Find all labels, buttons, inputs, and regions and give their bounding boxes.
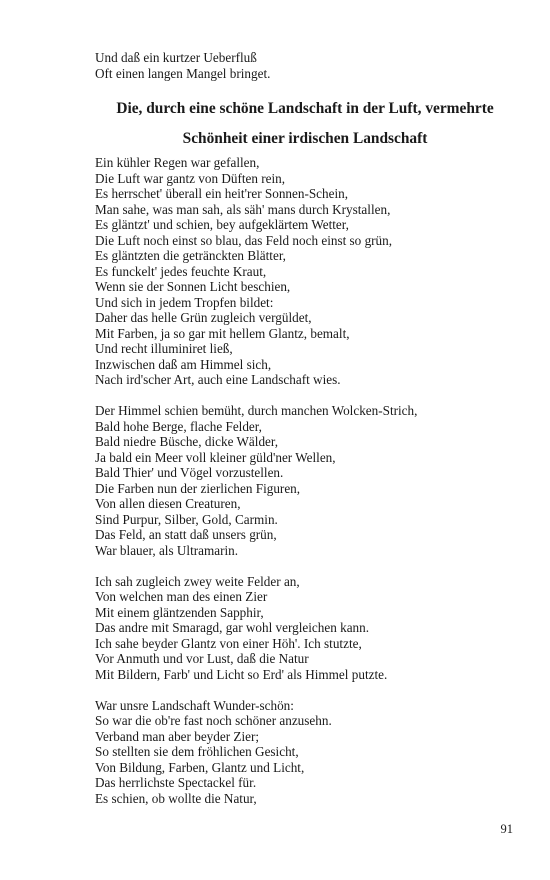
poem-body — [95, 155, 515, 806]
verse-line: Es gläntzten die getränckten Blätter, — [95, 248, 286, 263]
verse-line: Mit einem gläntzenden Sapphir, — [95, 604, 264, 620]
verse-line: Es funckelt' jedes feuchte Kraut, — [95, 263, 267, 279]
page-number: 91 — [500, 822, 513, 836]
verse-line: Ich sah zugleich zwey weite Felder an, — [95, 573, 300, 589]
verse-line: Das andre mit Smaragd, gar wohl vergleichen kann. — [95, 620, 370, 635]
verse-line: Die Luft war gantz von Düften rein, — [95, 170, 286, 186]
verse-line: Das herrlichste Spectackel für. — [95, 775, 257, 790]
verse-line: Das Feld, an statt daß unsers grün, — [95, 527, 277, 542]
verse-line: Inzwischen daß am Himmel sich, — [95, 356, 272, 372]
verse-line: Oft einen langen Mangel bringet. — [95, 65, 271, 81]
verse-line: So war die ob're fast noch schöner anzusehn. — [95, 713, 332, 728]
verse-line: War blauer, als Ultramarin. — [95, 542, 239, 558]
stanza-2 — [95, 403, 515, 558]
verse-line: Verband man aber beyder Zier; — [95, 728, 260, 744]
verse-line: Mit Bildern, Farb' und Licht so Erd' als Himmel putzte. — [95, 666, 388, 682]
verse-line: Ein kühler Regen war gefallen, — [95, 155, 260, 170]
stanza-1 — [95, 155, 515, 388]
verse-line: Nach ird'scher Art, auch eine Landschaft wies. — [95, 372, 341, 387]
verse-line: So stellten sie dem fröhlichen Gesicht, — [95, 744, 299, 759]
verse-line: Vor Anmuth und vor Lust, daß die Natur — [95, 651, 309, 666]
verse-line: Die Luft noch einst so blau, das Feld noch einst so grün, — [95, 232, 393, 248]
verse-line: Von Bildung, Farben, Glantz und Licht, — [95, 759, 305, 775]
verse-line: Von allen diesen Creaturen, — [95, 496, 241, 511]
verse-line: Es gläntzt' und schien, bey aufgeklärtem Wetter, — [95, 217, 349, 232]
intro-stanza — [95, 50, 515, 81]
stanza-4 — [95, 698, 515, 807]
verse-line: Sind Purpur, Silber, Gold, Carmin. — [95, 511, 278, 527]
verse-line: Es herrschet' überall ein heit'rer Sonnen-Schein, — [95, 186, 349, 201]
verse-line: Von welchen man des einen Zier — [95, 589, 268, 604]
poem-title-line-2: Schönheit einer irdischen Landschaft — [182, 130, 428, 147]
verse-line: Mit Farben, ja so gar mit hellem Glantz, bemalt, — [95, 325, 350, 341]
verse-line: Ich sahe beyder Glantz von einer Höh'. Ich stutzte, — [95, 635, 362, 651]
stanza-3 — [95, 574, 515, 683]
verse-line: Es schien, ob wollte die Natur, — [95, 790, 257, 806]
verse-line: Daher das helle Grün zugleich vergüldet, — [95, 310, 312, 325]
verse-line: Bald hohe Berge, flache Felder, — [95, 418, 262, 434]
verse-line: Bald Thier' und Vögel vorzustellen. — [95, 465, 284, 480]
verse-line: Die Farben nun der zierlichen Figuren, — [95, 480, 301, 496]
verse-line: Ja bald ein Meer voll kleiner güld'ner Wellen, — [95, 449, 336, 465]
verse-line: Man sahe, was man sah, als säh' mans durch Krystallen, — [95, 201, 391, 217]
verse-line: War unsre Landschaft Wunder-schön: — [95, 697, 294, 713]
verse-line: Bald niedre Büsche, dicke Wälder, — [95, 434, 279, 449]
verse-line: Wenn sie der Sonnen Licht beschien, — [95, 279, 291, 294]
verse-line: Und recht illuminiret ließ, — [95, 341, 233, 356]
text-column — [95, 50, 515, 822]
verse-line: Der Himmel schien bemüht, durch manchen Wolcken-Strich, — [95, 403, 418, 418]
verse-line: Und daß ein kurtzer Ueberfluß — [95, 50, 257, 65]
poem-title-line-1: Die, durch eine schöne Landschaft in der Luft, vermehrte — [116, 100, 494, 117]
verse-line: Und sich in jedem Tropfen bildet: — [95, 294, 274, 310]
